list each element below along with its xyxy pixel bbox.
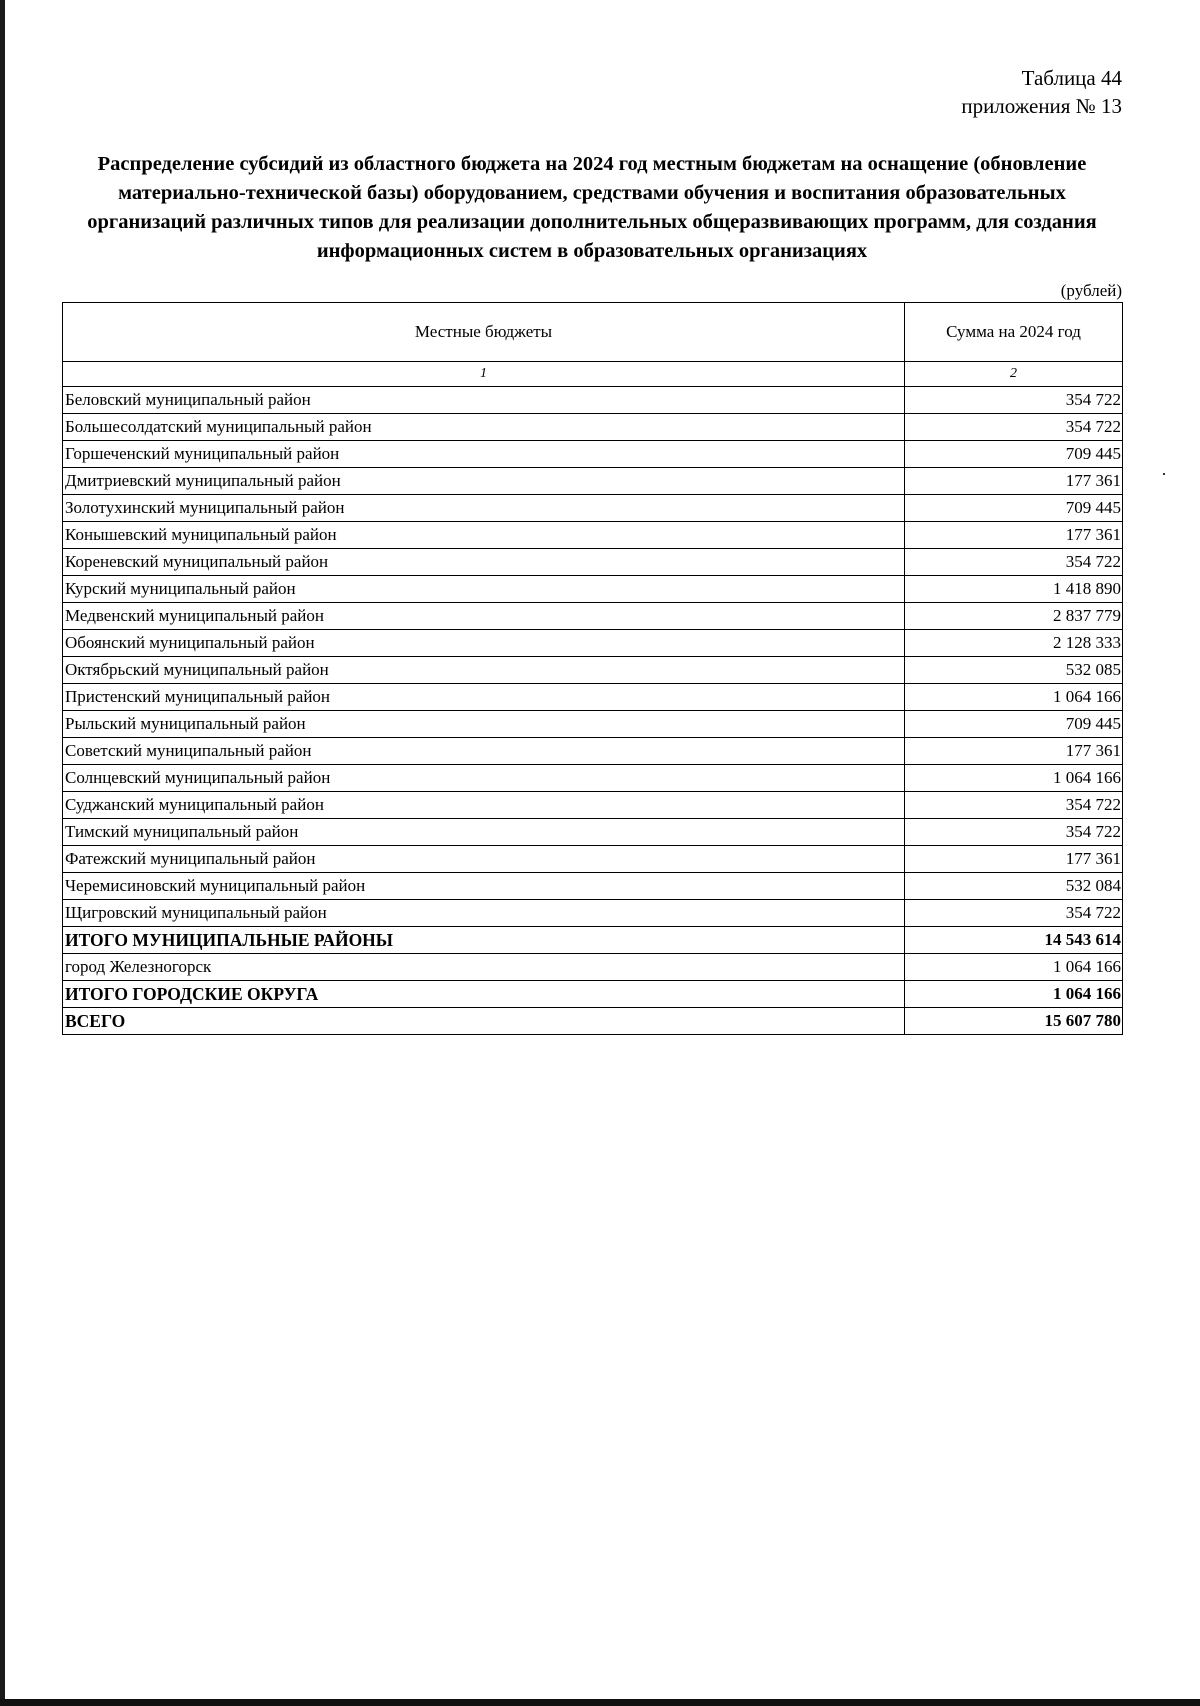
appendix-number: приложения № 13	[961, 94, 1122, 118]
amount-cell: 177 361	[905, 846, 1123, 873]
budget-name-cell: Кореневский муниципальный район	[63, 549, 905, 576]
table-row	[63, 765, 1123, 792]
table-row	[63, 522, 1123, 549]
table-row	[63, 738, 1123, 765]
budget-name-cell: Рыльский муниципальный район	[63, 711, 905, 738]
amount-cell: 177 361	[905, 468, 1123, 495]
budget-name-cell: Пристенский муниципальный район	[63, 684, 905, 711]
budget-name-cell: Медвенский муниципальный район	[63, 603, 905, 630]
budget-name-cell: Октябрьский муниципальный район	[63, 657, 905, 684]
table-row	[63, 684, 1123, 711]
amount-cell: 1 418 890	[905, 576, 1123, 603]
table-row	[63, 657, 1123, 684]
header-local-budgets: Местные бюджеты	[63, 303, 905, 362]
table-row	[63, 468, 1123, 495]
budget-name-cell: Курский муниципальный район	[63, 576, 905, 603]
column-number-row	[63, 362, 1123, 387]
table-total-row	[63, 981, 1123, 1008]
budget-name-cell: Конышевский муниципальный район	[63, 522, 905, 549]
budget-name-cell: Золотухинский муниципальный район	[63, 495, 905, 522]
budget-name-cell: Большесолдатский муниципальный район	[63, 414, 905, 441]
amount-cell: 1 064 166	[905, 684, 1123, 711]
budget-name-cell: Горшеченский муниципальный район	[63, 441, 905, 468]
amount-cell: 2 837 779	[905, 603, 1123, 630]
amount-cell: 1 064 166	[905, 981, 1123, 1008]
amount-cell: 1 064 166	[905, 954, 1123, 981]
table-row	[63, 549, 1123, 576]
amount-cell: 354 722	[905, 549, 1123, 576]
amount-cell: 177 361	[905, 522, 1123, 549]
budget-name-cell: Советский муниципальный район	[63, 738, 905, 765]
table-row	[63, 846, 1123, 873]
table-row	[63, 387, 1123, 414]
table-row	[63, 441, 1123, 468]
table-row	[63, 414, 1123, 441]
table-number: Таблица 44	[1021, 66, 1122, 90]
budget-name-cell: Беловский муниципальный район	[63, 387, 905, 414]
budget-name-cell: ВСЕГО	[63, 1008, 905, 1035]
table-total-row	[63, 1008, 1123, 1035]
amount-cell: 709 445	[905, 711, 1123, 738]
budget-name-cell: город Железногорск	[63, 954, 905, 981]
budget-name-cell: Дмитриевский муниципальный район	[63, 468, 905, 495]
document-page	[62, 64, 1122, 1035]
scan-edge-left	[0, 0, 5, 1706]
table-total-row	[63, 927, 1123, 954]
budget-name-cell: Обоянский муниципальный район	[63, 630, 905, 657]
amount-cell: 2 128 333	[905, 630, 1123, 657]
amount-cell: 354 722	[905, 819, 1123, 846]
document-title: Распределение субсидий из областного бюджета на 2024 год местным бюджетам на оснащение (обновление материально-технической базы) оборудованием, средствами обучения и воспитания образовательных организаций различных типов для реализации дополнительных общеразвивающих программ, для создания информационных систем в образовательных организациях	[87, 153, 1097, 262]
table-row	[63, 792, 1123, 819]
table-row	[63, 576, 1123, 603]
scan-edge-bottom	[0, 1699, 1200, 1706]
amount-cell: 532 085	[905, 657, 1123, 684]
column-number-2: 2	[905, 362, 1123, 387]
amount-cell: 354 722	[905, 900, 1123, 927]
table-header-row	[63, 303, 1123, 362]
table-row	[63, 495, 1123, 522]
scan-speck	[1163, 473, 1165, 475]
table-row	[63, 711, 1123, 738]
amount-cell: 15 607 780	[905, 1008, 1123, 1035]
budget-name-cell: Фатежский муниципальный район	[63, 846, 905, 873]
amount-cell: 532 084	[905, 873, 1123, 900]
table-row	[63, 630, 1123, 657]
amount-cell: 354 722	[905, 792, 1123, 819]
budget-name-cell: Тимский муниципальный район	[63, 819, 905, 846]
amount-cell: 1 064 166	[905, 765, 1123, 792]
table-body	[63, 387, 1123, 1035]
amount-cell: 709 445	[905, 495, 1123, 522]
table-row	[63, 603, 1123, 630]
subsidy-table	[62, 302, 1123, 1035]
amount-cell: 354 722	[905, 414, 1123, 441]
budget-name-cell: Черемисиновский муниципальный район	[63, 873, 905, 900]
column-number-1: 1	[63, 362, 905, 387]
table-row	[63, 900, 1123, 927]
budget-name-cell: ИТОГО МУНИЦИПАЛЬНЫЕ РАЙОНЫ	[63, 927, 905, 954]
budget-name-cell: Суджанский муниципальный район	[63, 792, 905, 819]
header-amount-2024: Сумма на 2024 год	[905, 303, 1123, 362]
budget-name-cell: Солнцевский муниципальный район	[63, 765, 905, 792]
amount-cell: 14 543 614	[905, 927, 1123, 954]
table-reference	[62, 64, 1122, 120]
budget-name-cell: Щигровский муниципальный район	[63, 900, 905, 927]
amount-cell: 177 361	[905, 738, 1123, 765]
budget-name-cell: ИТОГО ГОРОДСКИЕ ОКРУГА	[63, 981, 905, 1008]
units-label: (рублей)	[1060, 281, 1122, 300]
table-row	[63, 819, 1123, 846]
table-row	[63, 873, 1123, 900]
amount-cell: 354 722	[905, 387, 1123, 414]
amount-cell: 709 445	[905, 441, 1123, 468]
table-row	[63, 954, 1123, 981]
